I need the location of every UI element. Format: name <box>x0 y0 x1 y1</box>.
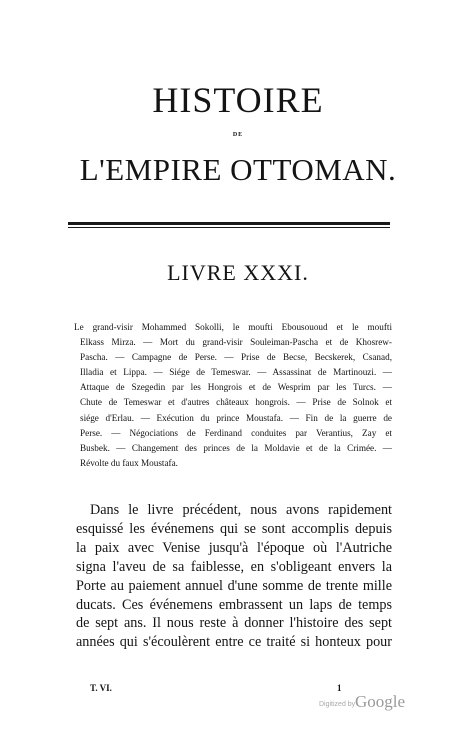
summary-line: siége d'Erlau. — Exécution du prince Moustafa. — Fin de la guerre de <box>80 412 392 423</box>
summary-line: Révolte du faux Moustafa. <box>80 457 178 468</box>
body-line: Dans le livre précédent, nous avons rapidement <box>90 502 392 518</box>
body-paragraph <box>76 501 392 652</box>
google-watermark <box>319 692 419 716</box>
double-rule-divider <box>68 222 390 225</box>
book-title: HISTOIRE <box>152 80 324 120</box>
chapter-summary <box>74 320 392 471</box>
body-line: signa l'aveu de sa faiblesse, en s'obligeant envers la <box>76 558 392 575</box>
sheet-number: 1 <box>337 683 342 693</box>
title-connector: DE <box>232 132 244 138</box>
body-line: Porte au paiement annuel d'une somme de trente mille <box>76 577 392 594</box>
body-line: ducats. Ces événemens embrassent un laps de temps <box>76 596 392 613</box>
body-line: années qui s'écoulèrent entre ce traité si honteux pour <box>76 634 392 651</box>
google-logo: Google <box>355 692 406 711</box>
summary-line: Busbek. — Changement des princes de la Moldavie et de la Crimée. — <box>80 442 392 453</box>
watermark-small-text: Digitized by <box>319 701 356 708</box>
summary-line: Le grand-visir Mohammed Sokolli, le moufti Ebousououd et le moufti <box>74 322 392 332</box>
body-line: esquissé les événemens qui se sont accomplis depuis <box>76 520 392 537</box>
summary-line: Attaque de Szegedin par les Hongrois et de Wesprim par les Turcs. — <box>80 382 392 393</box>
body-line: la paix avec Venise jusqu'à l'époque où l'Autriche <box>76 539 392 556</box>
summary-line: Perse. — Négociations de Ferdinand conduites par Verantius, Zay et <box>80 427 392 438</box>
volume-signature: T. VI. <box>90 683 112 693</box>
body-line: de sept ans. Il nous reste à donner l'histoire des sept <box>76 615 392 632</box>
chapter-heading: LIVRE XXXI. <box>167 260 309 285</box>
summary-line: Elkass Mirza. — Mort du grand-visir Souleiman-Pascha et de Khosrew- <box>80 337 392 348</box>
book-subtitle: L'EMPIRE OTTOMAN. <box>79 152 397 187</box>
summary-line: Chute de Temeswar et d'autres châteaux hongrois. — Prise de Solnok et <box>80 397 392 408</box>
summary-line: Illadia et Lippa. — Siége de Temeswar. — Assassinat de Martinouzi. — <box>80 367 392 378</box>
summary-line: Pascha. — Campagne de Perse. — Prise de Becse, Becskerek, Csanad, <box>80 352 392 363</box>
